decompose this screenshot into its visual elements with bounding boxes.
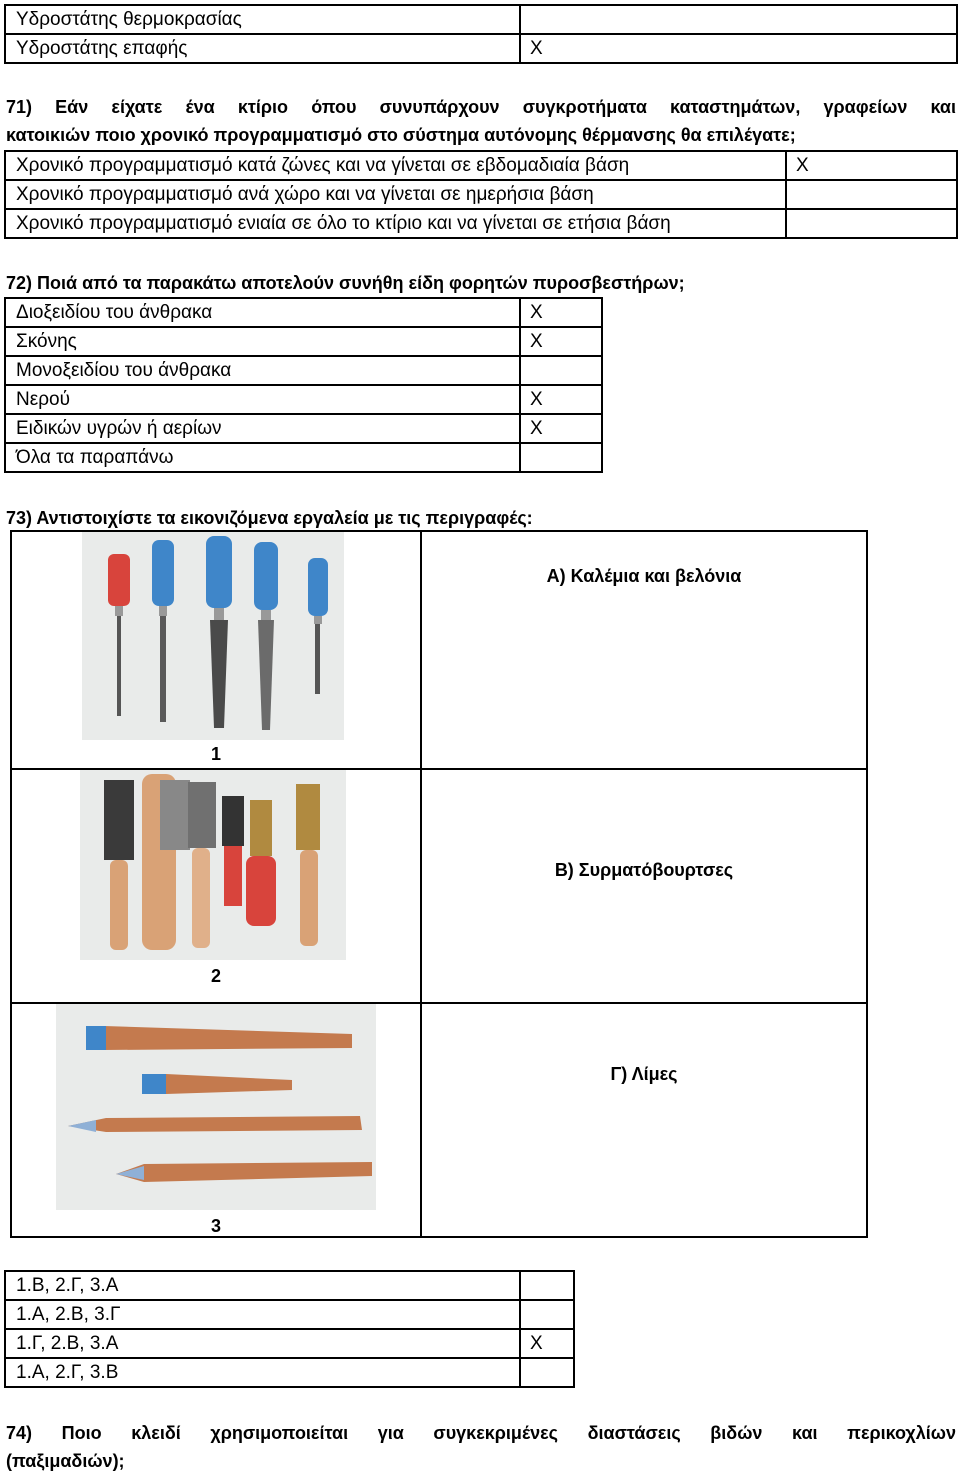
q73-answer-label: 1.Α, 2.Β, 3.Γ [5,1300,520,1329]
q73-answers-table [4,1270,575,1388]
q71-option-row [5,151,957,180]
q73-answer-mark[interactable] [520,1300,574,1329]
q73-answer-row [5,1358,574,1387]
q72-option-mark[interactable] [520,356,602,385]
q71-option-label: Χρονικό προγραμματισμό ενιαία σε όλο το κτίριο και να γίνεται σε ετήσια βάση [5,209,786,238]
q73-answer-label: 1.Β, 2.Γ, 3.Α [5,1271,520,1300]
brush-red [222,796,244,906]
brush-black [104,780,134,950]
q72-option-row [5,298,602,327]
q70-option-row [5,5,957,34]
file-blue-1 [152,540,174,722]
file-red [108,554,130,716]
description-a: Α) Καλέμια και βελόνια [546,566,742,586]
q72-option-row [5,414,602,443]
q71-option-mark[interactable] [786,209,957,238]
q72-option-mark[interactable]: X [520,298,602,327]
q71-option-mark[interactable] [786,180,957,209]
chisels-illustration [56,1004,376,1210]
q72-option-row [5,327,602,356]
q72-option-mark[interactable]: X [520,414,602,443]
image-number-1: 1 [210,744,221,764]
file-blue-2 [206,536,232,728]
q72-option-row [5,385,602,414]
q70-option-label: Υδροστάτης θερμοκρασίας [5,5,520,34]
q71-options-table [4,150,958,239]
q72-option-row [5,443,602,472]
q70-option-mark[interactable] [520,5,957,34]
chisel-3 [68,1116,362,1132]
wire-brushes-illustration [80,770,346,960]
q72-option-label: Σκόνης [5,327,520,356]
q72-option-label: Διοξειδίου του άνθρακα [5,298,520,327]
q72-options-table [4,297,603,473]
image-number-2: 2 [210,966,221,986]
chisel-1 [86,1026,352,1050]
q73-answer-mark[interactable]: X [520,1329,574,1358]
q73-answer-label: 1.Α, 2.Γ, 3.Β [5,1358,520,1387]
q72-option-mark[interactable]: X [520,327,602,356]
q72-option-label: Όλα τα παραπάνω [5,443,520,472]
q73-question: 73) Αντιστοιχίστε τα εικονιζόμενα εργαλεία με τις περιγραφές: [6,508,533,528]
q73-answer-label: 1.Γ, 2.Β, 3.Α [5,1329,520,1358]
q72-option-label: Μονοξειδίου του άνθρακα [5,356,520,385]
q71-option-row [5,209,957,238]
file-blue-3 [254,542,278,730]
file-blue-4 [308,558,328,694]
brush-wood [142,774,190,950]
q73-matching-grid [10,530,868,1238]
q72-option-mark[interactable] [520,443,602,472]
q70-options-table [4,4,958,64]
chisel-2 [142,1074,292,1094]
q73-answer-row [5,1300,574,1329]
description-c: Γ) Λίμες [610,1064,678,1084]
q71-option-label: Χρονικό προγραμματισμό κατά ζώνες και να γίνεται σε εβδομαδιαία βάση [5,151,786,180]
q72-option-mark[interactable]: X [520,385,602,414]
q70-option-row [5,34,957,63]
tool-image-wire-brushes [80,770,346,960]
brush-brass-red [246,800,276,926]
brush-steel [188,782,216,948]
q73-answer-row [5,1271,574,1300]
q72-option-label: Ειδικών υγρών ή αερίων [5,414,520,443]
description-b: Β) Συρματόβουρτσες [554,860,734,880]
q72-option-row [5,356,602,385]
brush-brass-wood [296,784,320,946]
image-number-3: 3 [210,1216,221,1236]
q71-option-mark[interactable]: X [786,151,957,180]
q71-question-line2: κατοικιών ποιο χρονικό προγραμματισμό στο σύστημα αυτόνομης θέρμανσης θα επιλέγατε; [6,125,796,145]
q74-question-line2: (παξιμαδιών); [6,1451,125,1471]
q70-option-label: Υδροστάτης επαφής [5,34,520,63]
q70-option-mark[interactable]: X [520,34,957,63]
q74-question-line1: 74) Ποιο κλειδί χρησιμοποιείται για συγκεκριμένες διαστάσεις βιδών και περικοχλίων [6,1423,956,1443]
tool-image-chisels [56,1004,376,1210]
q72-option-label: Νερού [5,385,520,414]
q71-option-row [5,180,957,209]
q71-question-line1: 71) Εάν είχατε ένα κτίριο όπου συνυπάρχουν συγκροτήματα καταστημάτων, γραφείων και [6,97,956,117]
q73-answer-mark[interactable] [520,1271,574,1300]
q73-answer-mark[interactable] [520,1358,574,1387]
files-illustration [82,532,344,740]
q71-option-label: Χρονικό προγραμματισμό ανά χώρο και να γίνεται σε ημερήσια βάση [5,180,786,209]
chisel-4 [116,1162,372,1182]
tool-image-files [82,532,344,740]
q72-question: 72) Ποιά από τα παρακάτω αποτελούν συνήθη είδη φορητών πυροσβεστήρων; [6,273,685,293]
q73-answer-row [5,1329,574,1358]
